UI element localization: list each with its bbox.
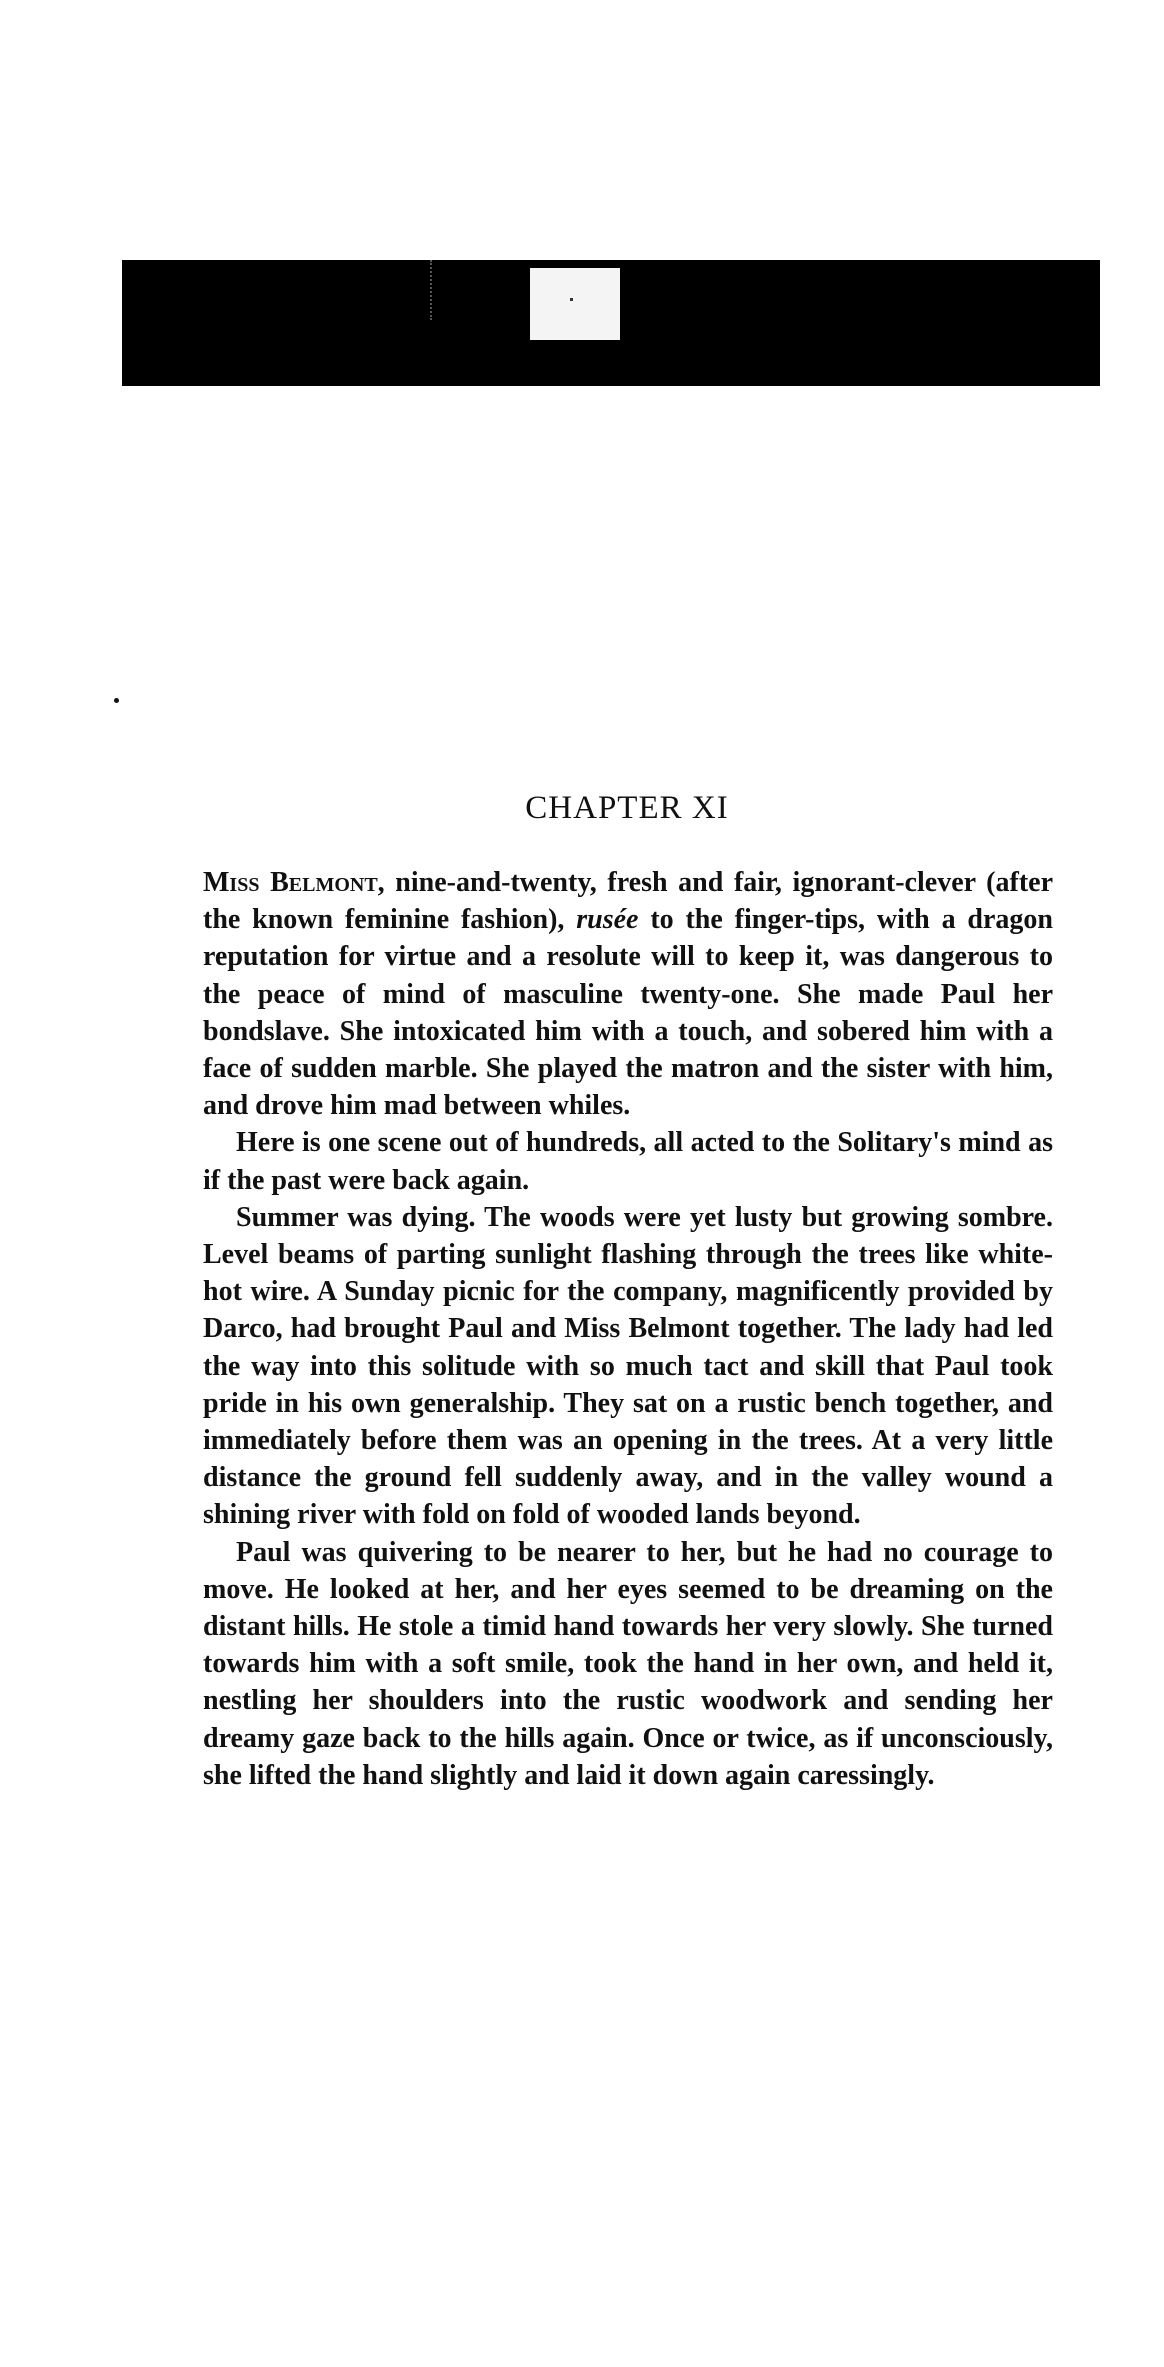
chapter-body xyxy=(203,864,1053,1794)
paragraph-1 xyxy=(203,864,1053,1124)
band-notch-mark xyxy=(430,260,434,320)
plate-speck xyxy=(570,298,573,301)
paragraph-1-text-b: to the finger-tips, with a dragon reputation for virtue and a resolute will to keep it, was dangerous to the peace of mind of masculine twenty-one. She made Paul her bondslave. She intoxicated him with a touch, and sobered him with a face of sudden marble. She played the matron and the sister with him, and drove him mad between whiles. xyxy=(203,904,1053,1122)
paragraph-1-text-a: , nine-and-twenty, fresh and fair, ignorant-clever (after the known feminine fashion), xyxy=(203,867,1054,936)
stray-ink-mark xyxy=(114,698,119,703)
paragraph-1-italic-word: rusée xyxy=(576,904,639,936)
chapter-heading: CHAPTER XI xyxy=(525,790,729,826)
band-light-plate xyxy=(530,268,620,340)
paragraph-lead-small-caps: Miss Belmont xyxy=(203,867,378,898)
paragraph-2: Here is one scene out of hundreds, all acted to the Solitary's mind as if the past were back again. xyxy=(203,1127,1053,1196)
paragraph-4: Paul was quivering to be nearer to her, but he had no courage to move. He looked at her, and her eyes seemed to be dreaming on the distant hills. He stole a timid hand towards her very slowly. She turned towards him with a soft smile, took the hand in her own, and held it, nestling her shoulders into the rustic woodwork and sending her dreamy gaze back to the hills again. Once or twice, as if unconsciously, she lifted the hand slightly and laid it down again caressingly. xyxy=(203,1536,1053,1791)
paragraph-3: Summer was dying. The woods were yet lusty but growing sombre. Level beams of parting sunlight flashing through the trees like white-hot wire. A Sunday picnic for the company, magnificently provided by Darco, had brought Paul and Miss Belmont together. The lady had led the way into this solitude with so much tact and skill that Paul took pride in his own generalship. They sat on a rustic bench together, and immediately before them was an opening in the trees. At a very little distance the ground fell suddenly away, and in the valley wound a shining river with fold on fold of wooded lands beyond. xyxy=(203,1201,1053,1531)
scan-header-band xyxy=(122,260,1100,386)
